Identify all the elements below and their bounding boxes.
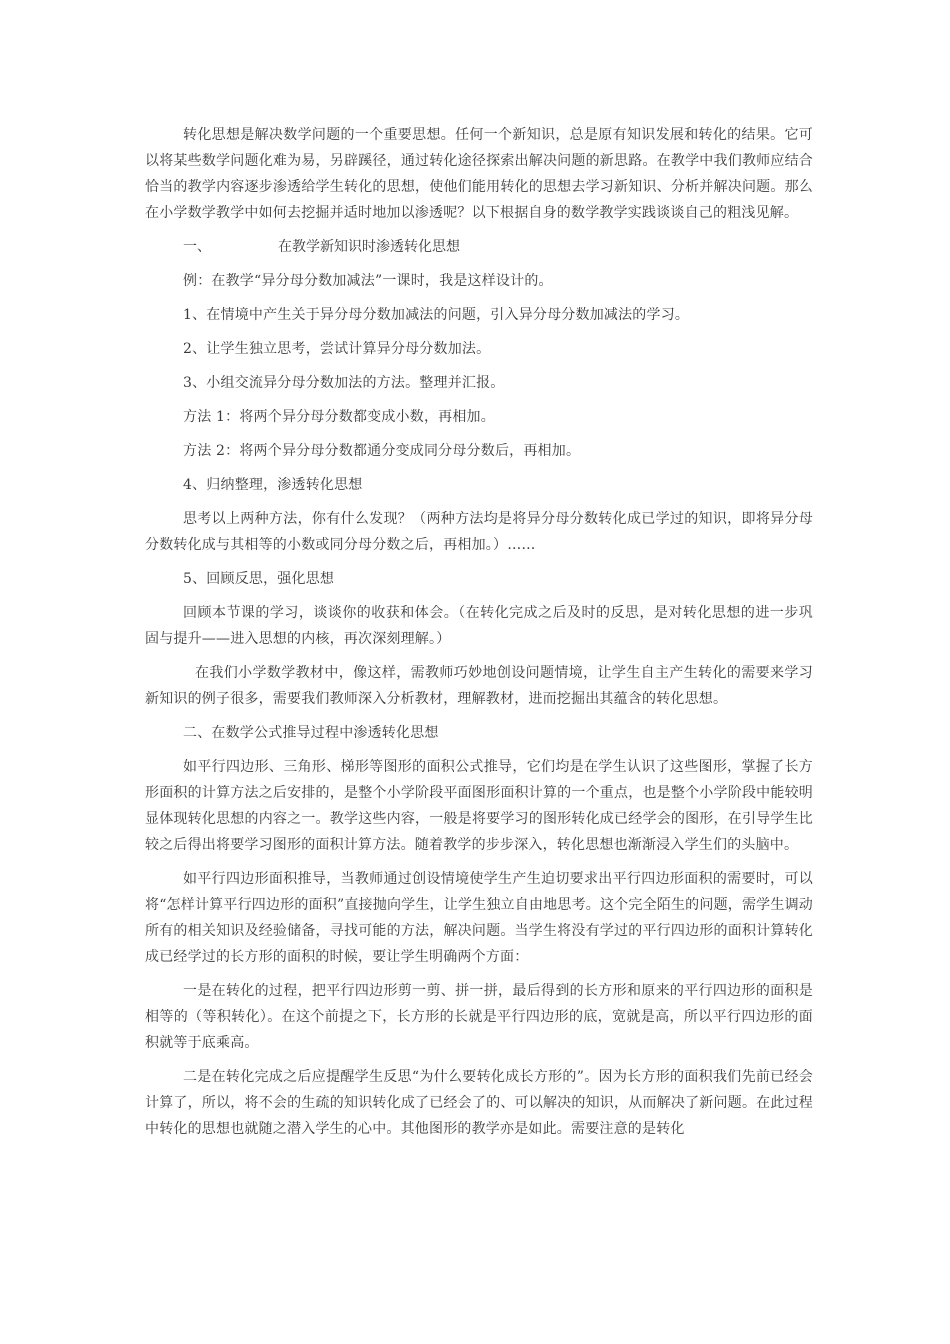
aspect-1-paragraph: 一是在转化的过程，把平行四边形剪一剪、拼一拼，最后得到的长方形和原来的平行四边形的面积是相等的（等积转化）。在这个前提之下，长方形的长就是平行四边形的底，宽就是高，所以平行四边形的面积就等于底乘高。	[145, 983, 813, 1051]
step-3-paragraph: 3、小组交流异分母分数加法的方法。整理并汇报。	[183, 375, 505, 391]
step-4-paragraph: 4、归纳整理，渗透转化思想	[183, 477, 363, 493]
step-1-paragraph: 1、在情境中产生关于异分母分数加减法的问题，引入异分母分数加减法的学习。	[183, 307, 690, 323]
step-2-paragraph: 2、让学生独立思考，尝试计算异分母分数加法。	[183, 341, 491, 357]
textbook-paragraph: 在我们小学数学教材中，像这样，需教师巧妙地创设问题情境，让学生自主产生转化的需要来学习新知识的例子很多，需要我们教师深入分析教材，理解教材，进而挖掘出其蕴含的转化思想。	[145, 665, 813, 707]
section-heading-2: 二、在数学公式推导过程中渗透转化思想	[183, 725, 439, 741]
section-heading-1	[145, 234, 813, 260]
document-page	[145, 122, 813, 1142]
thinking-paragraph: 思考以上两种方法，你有什么发现？（两种方法均是将异分母分数转化成已学过的知识，即将异分母分数转化成与其相等的小数或同分母分数之后，再相加。）……	[145, 511, 813, 553]
section-heading-1-number: 一、	[183, 239, 211, 255]
parallelogram-paragraph: 如平行四边形面积推导，当教师通过创设情境使学生产生迫切要求出平行四边形面积的需要时，可以将“怎样计算平行四边形的面积”直接抛向学生，让学生独立自由地思考。这个完全陌生的问题，需学生调动所有的相关知识及经验储备，寻找可能的方法，解决问题。当学生将没有学过的平行四边形的面积计算转化成已经学过的长方形的面积的时候，要让学生明确两个方面：	[145, 871, 813, 965]
aspect-2-paragraph: 二是在转化完成之后应提醒学生反思“为什么要转化成长方形的”。因为长方形的面积我们先前已经会计算了，所以，将不会的生疏的知识转化成了已经会了的、可以解决的知识，从而解决了新问题。在此过程中转化的思想也就随之潜入学生的心中。其他图形的教学亦是如此。需要注意的是转化	[145, 1069, 813, 1137]
method-2-paragraph: 方法 2：将两个异分母分数都通分变成同分母分数后，再相加。	[183, 443, 581, 459]
intro-paragraph: 转化思想是解决数学问题的一个重要思想。任何一个新知识，总是原有知识发展和转化的结果。它可以将某些数学问题化难为易，另辟蹊径，通过转化途径探索出解决问题的新思路。在教学中我们教师应结合恰当的教学内容逐步渗透给学生转化的思想，使他们能用转化的思想去学习新知识、分析并解决问题。那么在小学数学教学中如何去挖掘并适时地加以渗透呢？以下根据自身的数学教学实践谈谈自己的粗浅见解。	[145, 127, 813, 221]
example-paragraph: 例：在教学“异分母分数加减法”一课时，我是这样设计的。	[183, 273, 553, 289]
method-1-paragraph: 方法 1：将两个异分母分数都变成小数，再相加。	[183, 409, 495, 425]
review-paragraph: 回顾本节课的学习，谈谈你的收获和体会。（在转化完成之后及时的反思，是对转化思想的进一步巩固与提升——进入思想的内核，再次深刻理解。）	[145, 605, 813, 647]
formula-paragraph: 如平行四边形、三角形、梯形等图形的面积公式推导，它们均是在学生认识了这些图形，掌握了长方形面积的计算方法之后安排的，是整个小学阶段平面图形面积计算的一个重点，也是整个小学阶段中能较明显体现转化思想的内容之一。教学这些内容，一般是将要学习的图形转化成已经学会的图形，在引导学生比较之后得出将要学习图形的面积计算方法。随着教学的步步深入，转化思想也渐渐浸入学生们的头脑中。	[145, 759, 813, 853]
step-5-paragraph: 5、回顾反思，强化思想	[183, 571, 335, 587]
section-heading-1-text: 在教学新知识时渗透转化思想	[278, 239, 460, 255]
